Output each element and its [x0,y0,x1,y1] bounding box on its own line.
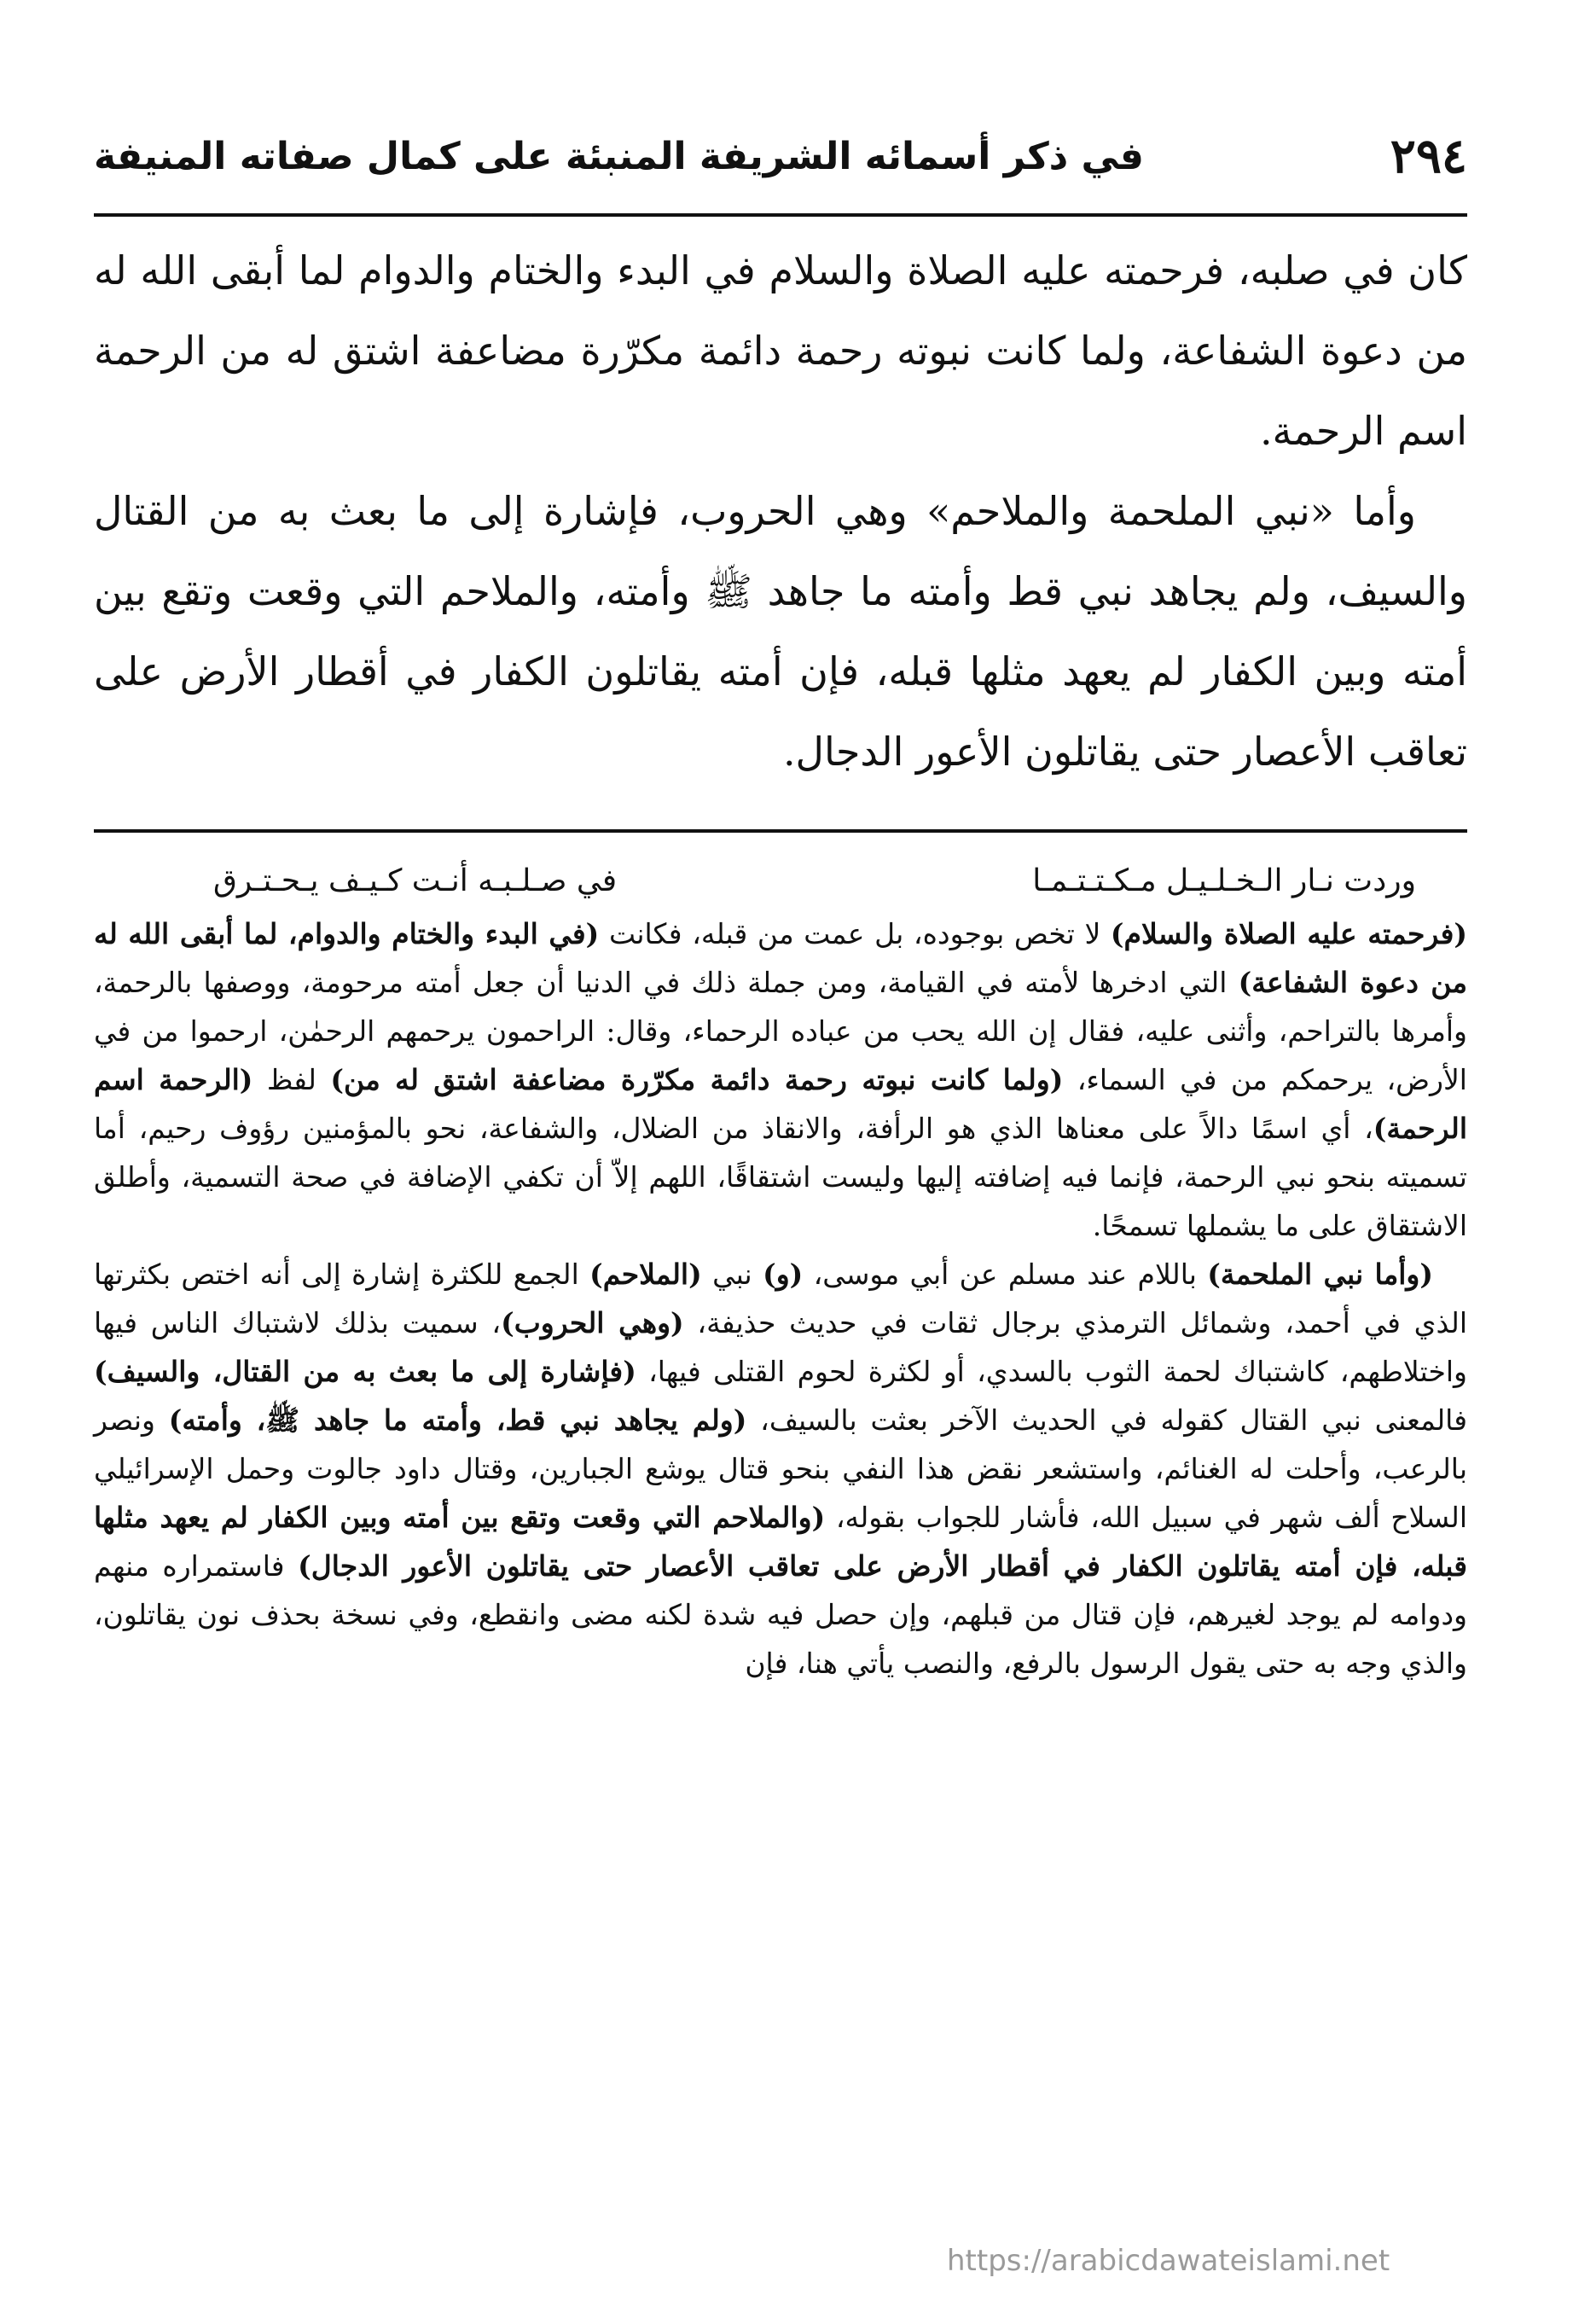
commentary-paragraph-2 [94,1250,1467,1688]
quoted-matn: (ولم يجاهد نبي قط، وأمته ما جاهد ﷺ، وأمته) [168,1403,747,1437]
commentary-text: التي ادخرها لأمته في القيامة، ومن جملة ذلك في الدنيا أن جعل أمته مرحومة، ووصفها بالرحمة، وأمرها بالتراحم، وأثنى عليه، فقال إن الله يحب من عباده الرحماء، وقال: الراحمون يرحمهم الرحمٰن، ارحموا من في الأرض، يرحمكم من في السماء، [94,966,1467,1096]
quoted-matn: (فإشارة إلى ما بعث به من القتال، والسيف) [94,1355,636,1388]
commentary-text: ، أي اسمًا دالاً على معناها الذي هو الرأفة، والانقاذ من الضلال، والشفاعة، نحو بالمؤمنين رؤوف رحيم، أما تسميته بنحو نبي الرحمة، فإنما فيه إضافته إليها وليست اشتقاقًا، اللهم إلاّ أن تكفي الإضافة في صحة التسمية، وأطلق الاشتقاق على ما يشملها تسمحًا. [94,1112,1467,1242]
quoted-matn: (في البدء والختام والدوام، لما أبقى الله له من دعوة الشفاعة) [94,917,1468,999]
quoted-matn: (و) [763,1258,804,1291]
commentary-text: الجمع للكثرة إشارة إلى أنه اختص بكثرتها الذي في أحمد، وشمائل الترمذي برجال ثقات في حديث حذيفة، [94,1258,1467,1339]
commentary-text: لا تخص بوجوده، بل عمت من قبله، فكانت [599,917,1111,950]
commentary-text: فالمعنى نبي القتال كقوله في الحديث الآخر بعثت بالسيف، [746,1403,1468,1437]
main-text [94,230,1467,792]
quoted-matn: (فرحمته عليه الصلاة والسلام) [1110,917,1467,950]
commentary-text: ونصر بالرعب، وأحلت له الغنائم، واستشعر نقض هذا النفي بنحو قتال يوشع الجبارين، وقتال داود جالوت وحمل الإسرائيلي السلاح ألف شهر في سبيل الله، فأشار للجواب بقوله، [94,1403,1467,1534]
quoted-matn: (وأما نبي الملحمة) [1207,1258,1433,1291]
page-header [94,118,1467,195]
quoted-matn: (والملاحم التي وقعت وتقع بين أمته وبين الكفار لم يعهد مثلها قبله، فإن أمته يقاتلون الكفار في أقطار الأرض على تعاقب الأعصار حتى يقاتلون الأعور الدجال) [94,1501,1468,1583]
quoted-matn: (وهي الحروب) [501,1306,684,1339]
poetry-verse [94,853,1467,909]
commentary-text: نبي [701,1258,763,1291]
running-title: في ذكر أسمائه الشريفة المنبئة على كمال صفاته المنيفة [94,134,1144,178]
commentary-text: باللام عند مسلم عن أبي موسى، [803,1258,1208,1291]
quoted-matn: (الرحمة اسم الرحمة) [94,1063,1467,1145]
header-rule [94,213,1467,217]
commentary-text: فاستمراره منهم ودوامه لم يوجد لغيرهم، فإن قتال من قبلهم، وإن حصل فيه شدة لكنه مضى وانقطع، وفي نسخة بحذف نون يقاتلون، والذي وجه به حتى يقول الرسول بالرفع، والنصب يأتي هنا، فإن [94,1549,1467,1680]
verse-hemistich-right: وردت نـار الـخـلـيـل مـكـتـتـمـا [1032,863,1416,898]
commentary-paragraph-1 [94,909,1467,1250]
main-paragraph-1: كان في صلبه، فرحمته عليه الصلاة والسلام في البدء والختام والدوام لما أبقى الله له من دعوة الشفاعة، ولما كانت نبوته رحمة دائمة مكرّرة مضاعفة اشتق له من الرحمة اسم الرحمة. [94,247,1467,454]
page-number: ٢٩٤ [1390,128,1467,184]
book-page [94,85,1467,2304]
main-paragraph-2: وأما «نبي الملحمة والملاحم» وهي الحروب، فإشارة إلى ما بعث به من القتال والسيف، ولم يجاهد نبي قط وأمته ما جاهد ﷺ وأمته، والملاحم التي وقعت وتقع بين أمته وبين الكفار لم يعهد مثلها قبله، فإن أمته يقاتلون الكفار في أقطار الأرض على تعاقب الأعصار حتى يقاتلون الأعور الدجال. [94,488,1467,775]
commentary [94,853,1467,1688]
quoted-matn: (ولما كانت نبوته رحمة دائمة مكرّرة مضاعفة اشتق له من) [330,1063,1064,1096]
watermark-url: https://arabicdawateislami.net [947,2244,1390,2278]
quoted-matn: (الملاحم) [589,1258,702,1291]
commentary-text: ، سميت بذلك لاشتباك الناس فيها واختلاطهم، كاشتباك لحمة الثوب بالسدي، أو لكثرة لحوم القتلى فيها، [94,1306,1467,1388]
footnote-separator [94,829,1467,833]
verse-hemistich-left: في صـلـبـه أنـت كـيـف يـحـتـرق [213,863,618,898]
commentary-text: لفظ [252,1063,331,1096]
